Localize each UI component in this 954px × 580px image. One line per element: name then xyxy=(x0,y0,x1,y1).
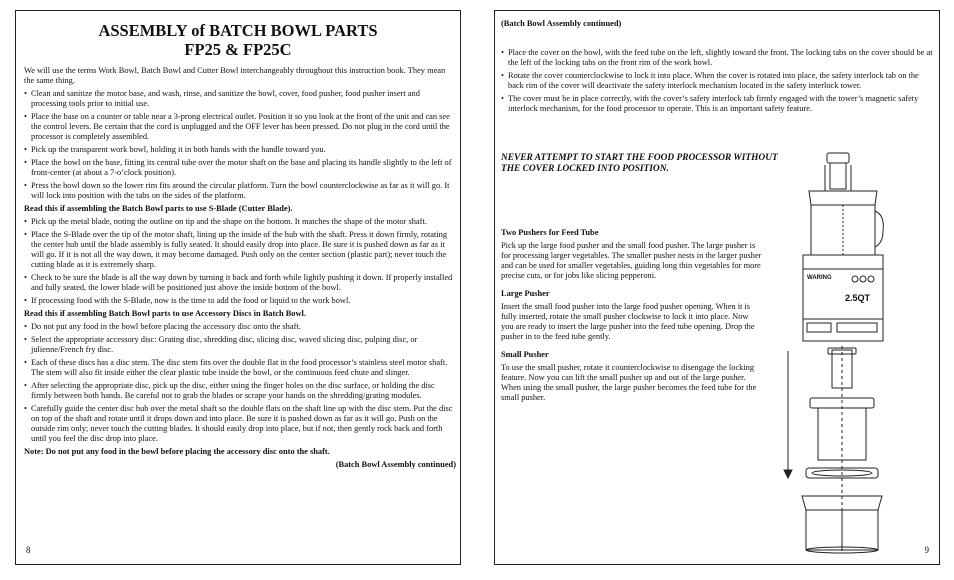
heading-discs: Read this if assembling Batch Bowl parts to use Accessory Discs in Batch Bowl. xyxy=(24,309,306,318)
list-item: • The cover must be in place correctly, with the cover’s safety interlock tab firmly engaged with the tower’s magnetic safety interlock mechanism, for the food processor to operate. This is an important safety feature. xyxy=(501,94,933,114)
small-pusher-heading: Small Pusher xyxy=(501,350,549,359)
large-pusher-text: Insert the small food pusher into the large food pusher opening. When it is fully inserted, rotate the small pusher clockwise to lock it into place. Now you are ready to insert the large pusher into the feed tube opening. Drop the pusher in to the feed tube gently. xyxy=(501,302,755,341)
list-item: • If processing food with the S-Blade, now is the time to add the food or liquid to the work bowl. xyxy=(24,296,456,306)
left-page xyxy=(15,10,461,565)
continued-label: (Batch Bowl Assembly continued) xyxy=(335,460,456,469)
left-body xyxy=(24,66,456,470)
small-pusher-text: To use the small pusher, rotate it counterclockwise to disengage the locking feature. Now you can lift the small pusher up and out of the large pusher. When using the small pusher, the large pusher becomes the feed tube for the small pusher. xyxy=(501,363,757,402)
bullet-list-cover xyxy=(501,48,933,114)
list-item: • Place the bowl on the base, fitting its central tube over the motor shaft on the base and placing its handle slightly to the left of front-center (at about a 7-o’clock position). xyxy=(24,158,456,178)
note-text: Note: Do not put any food in the bowl before placing the accessory disc onto the shaft. xyxy=(24,447,330,456)
continued-header: (Batch Bowl Assembly continued) xyxy=(501,19,622,28)
list-item: • Place the S-Blade over the tip of the motor shaft, lining up the inside of the hub with the shaft. Press it down firmly, rotating the center hub until the blade assembly is fully seated. It should easily drop into place. Be sure it is pushed down as far as it will go. If it is not all the way down, it may become damaged. Push only on the center section (plastic part); never touch the cutting blade as it is extremely sharp. xyxy=(24,230,456,270)
large-pusher-heading: Large Pusher xyxy=(501,289,550,298)
page-title xyxy=(16,21,460,59)
pushers-section xyxy=(501,228,763,411)
list-item: • Carefully guide the center disc hub over the metal shaft so the double flats on the shaft line up with the disc stem. Put the disc on top of the shaft and rotate until it drops down and into place. Be sure it is pushed down as far as it will go. Push on the outside rim only; never touch the cutting blades. It should easily drop into place, but if not, then gently rock back and forth until you feel the disc drop into place. xyxy=(24,404,456,444)
bullet-list-discs xyxy=(24,322,456,444)
list-item: • Place the cover on the bowl, with the feed tube on the left, slightly toward the front. The locking tabs on the cover should be at the left of the locking tabs on the front rim of the work bowl. xyxy=(501,48,933,68)
list-item: • Place the base on a counter or table near a 3-prong electrical outlet. Position it so you look at the front of the unit and can see the control levers. Be certain that the cord is unplugged and the OFF lever has been pressed. Do not plug in the cord until the processor is completely assembled. xyxy=(24,112,456,142)
down-arrow-icon xyxy=(784,470,792,478)
list-item: • Select the appropriate accessory disc: Grating disc, shredding disc, slicing disc, waved slicing disc, pulping disc, or julienne/French fry disc. xyxy=(24,335,456,355)
pushers-heading: Two Pushers for Feed Tube xyxy=(501,228,599,237)
page-number-right: 9 xyxy=(924,545,929,555)
capacity-label: 2.5QT xyxy=(845,293,871,303)
food-processor-illustration xyxy=(797,151,889,346)
warning-text: NEVER ATTEMPT TO START THE FOOD PROCESSOR WITHOUT THE COVER LOCKED INTO POSITION. xyxy=(501,153,778,174)
right-page xyxy=(494,10,940,565)
bullet-list-setup xyxy=(24,89,456,201)
list-item: • Pick up the transparent work bowl, holding it in both hands with the handle toward you. xyxy=(24,145,456,155)
bullet-list-sblade xyxy=(24,217,456,306)
title-line-1: ASSEMBLY of BATCH BOWL PARTS xyxy=(98,21,378,40)
heading-sblade: Read this if assembling the Batch Bowl parts to use S-Blade (Cutter Blade). xyxy=(24,204,293,213)
list-item: • Clean and sanitize the motor base, and wash, rinse, and sanitize the bowl, cover, food pusher, food pusher insert and processing tools prior to initial use. xyxy=(24,89,456,109)
list-item: • Press the bowl down so the lower rim fits around the circular platform. Turn the bowl counterclockwise as far as it will go. It will lock into position with the tabs on the sides of the platform. xyxy=(24,181,456,201)
page-number-left: 8 xyxy=(26,545,31,555)
list-item: • Do not put any food in the bowl before placing the accessory disc onto the shaft. xyxy=(24,322,456,332)
intro-paragraph: We will use the terms Work Bowl, Batch Bowl and Cutter Bowl interchangeably throughout this instruction book. They mean the same thing. xyxy=(24,66,446,85)
brand-logo-text: WARING xyxy=(807,275,832,281)
list-item: • Pick up the metal blade, noting the outline on tip and the shape on the bottom. It matches the shape of the motor shaft. xyxy=(24,217,456,227)
list-item: • Check to be sure the blade is all the way down by turning it back and forth while lightly pushing it down. If properly installed and fully seated, the lower blade will be positioned just above the inside bottom of the bowl. xyxy=(24,273,456,293)
list-item: • After selecting the appropriate disc, pick up the disc, either using the finger holes on the disc surface, or holding the disc firmly between both hands. Be careful not to grab the blades or scrape your hands on the shredding/grating modules. xyxy=(24,381,456,401)
pusher-assembly-illustration xyxy=(780,346,900,556)
list-item: • Each of these discs has a disc stem. The disc stem fits over the double flat in the food processor’s stainless steel motor shaft. The stem will also fit inside either the clear plastic tube inside the bowl, or the continuous feed chute and slinger. xyxy=(24,358,456,378)
list-item: • Rotate the cover counterclockwise to lock it into place. When the cover is rotated into place, the safety interlock tab on the back rim of the cover will deactivate the safety interlock mechanism located in the safety interlock tower. xyxy=(501,71,933,91)
title-line-2: FP25 & FP25C xyxy=(184,40,292,59)
pushers-text: Pick up the large food pusher and the small food pusher. The large pusher is for processing larger vegetables. The smaller pusher nests in the larger pusher and can be used for smaller vegetables, guiding long thin vegetables for more precise cuts, or for jobs like slicing pepperoni. xyxy=(501,241,762,280)
right-body xyxy=(501,48,933,117)
